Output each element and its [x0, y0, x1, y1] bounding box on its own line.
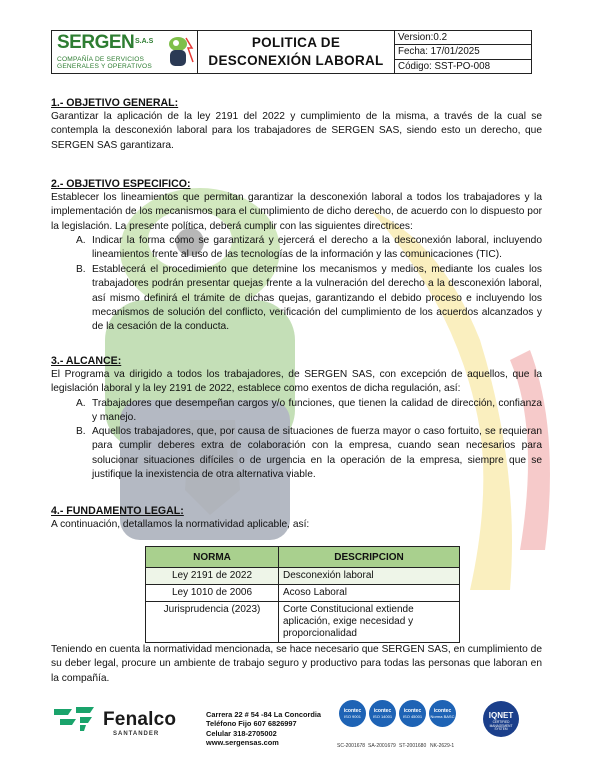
icontec-cert-icon: icontec ISO 14001	[369, 700, 396, 727]
version-field: Version:0.2	[395, 31, 531, 45]
table-header-row	[146, 547, 460, 568]
table-cell: Jurisprudencia (2023)	[146, 602, 279, 643]
closing-text: Teniendo en cuenta la normatividad mencionada, se hace necesario que SERGEN SAS, en cumplimiento de su deber legal, procure un ambiente de trabajo seguro y productivo para todas las personas que laboran en la compañía.	[51, 644, 542, 684]
list-marker: A.	[76, 235, 86, 246]
logo-name: SERGEN	[57, 32, 135, 53]
logo-tagline: COMPAÑÍA DE SERVICIOS GENERALES Y OPERATIVOS	[57, 56, 152, 70]
table-row	[146, 585, 460, 602]
section-text: Establecer los lineamientos que permitan garantizar la desconexión laboral a todos los trabajadores y la implementación de los mecanismos para el cumplimiento de dicho derecho, de acuerdo con lo dispuesto por la legislación. La presente política, deberá cumplir con las siguientes directrices:	[51, 192, 542, 232]
table-cell: Ley 1010 de 2006	[146, 585, 279, 602]
table-header: NORMA	[146, 547, 279, 568]
document-title: POLITICA DE DESCONEXIÓN LABORAL	[198, 31, 395, 73]
section-heading: 3.- ALCANCE:	[51, 355, 122, 367]
iqnet-cert-icon: IQNET CERTIFIED MANAGEMENT SYSTEM	[476, 699, 526, 739]
icontec-cert-icon: icontec ISO 45001	[399, 700, 426, 727]
section-text: A continuación, detallamos la normatividad aplicable, así:	[51, 519, 310, 530]
document-header	[51, 30, 532, 74]
icontec-cert-icon: icontec ISO 9001	[339, 700, 366, 727]
section-text: El Programa va dirigido a todos los trabajadores, de SERGEN SAS, con excepción de aquellos, que la legislación laboral y la ley 2191 de 2022, establece como exentos de dicha regulación, así:	[51, 369, 542, 395]
table-row	[146, 568, 460, 585]
icontec-cert-icon: icontec Norma BASC	[429, 700, 456, 727]
list-item: Indicar la forma cómo se garantizará y ejercerá el derecho a la desconexión laboral, incluyendo lineamientos frente al uso de las tecnologías de la información y las comunicaciones (TIC).	[92, 235, 542, 261]
table-cell: Ley 2191 de 2022	[146, 568, 279, 585]
table-cell: Corte Constitucional extiende aplicación, exige necesidad y proporcionalidad	[279, 602, 460, 643]
section-heading: 2.- OBJETIVO ESPECIFICO:	[51, 178, 191, 190]
cert-code: ST-2001680	[399, 743, 427, 749]
table-row	[146, 602, 460, 643]
section-heading: 1.- OBJETIVO GENERAL:	[51, 97, 179, 109]
logo-sas: S.A.S	[135, 38, 154, 45]
section-text: Garantizar la aplicación de la ley 2191 del 2022 y cumplimiento de la misma, a través de la cual se contempla la desconexión laboral para los trabajadores de SERGEN SAS, siendo esto un derecho, que SERGEN SAS garantizara.	[51, 111, 542, 151]
cert-code: NK-2629-1	[430, 743, 455, 749]
fenalco-logo-icon	[52, 703, 96, 733]
list-item: Aquellos trabajadores, que, por causa de situaciones de fuerza mayor o caso fortuito, se requieran para cumplir deberes extra de colaboración con la empresa, cuando sean necesarios para solucionar situaciones difíciles o de urgencia en la operación de la empresa, siempre que se justifique la inexistencia de otra alternativa viable.	[92, 426, 542, 480]
list-item: Establecerá el procedimiento que determine los mecanismos y medios, mediante los cuales los trabajadores podrán presentar quejas frente a la vulneración del derecho a la desconexión laboral, así mismo definirá el trámite de dichas quejas, garantizando el debido proceso e incluyendo los mecanismos de solución del conflicto, verificación del cumplimiento de los acuerdos alcanzados y de la cesación de la conducta.	[92, 264, 542, 333]
table-header: DESCRIPCION	[279, 547, 460, 568]
sergen-logo	[52, 31, 198, 73]
list-marker: A.	[76, 398, 86, 409]
list-item: Trabajadores que desempeñan cargos y/o funciones, que tienen la calidad de dirección, confianza y manejo.	[92, 398, 542, 424]
cert-code: SA-2001679	[368, 743, 396, 749]
section-heading: 4.- FUNDAMENTO LEGAL:	[51, 505, 184, 517]
list-marker: B.	[76, 426, 86, 437]
table-cell: Acoso Laboral	[279, 585, 460, 602]
table-cell: Desconexión laboral	[279, 568, 460, 585]
list-marker: B.	[76, 264, 86, 275]
company-address: Carrera 22 # 54 -84 La Concordia Teléfono Fijo 607 6826997 Celular 318-2705002 www.sergensas.com	[206, 710, 322, 747]
date-field: Fecha: 17/01/2025	[395, 45, 531, 59]
mascot-icon	[164, 34, 194, 70]
document-meta	[395, 31, 531, 73]
code-field: Código: SST-PO-008	[398, 60, 491, 72]
fenalco-name: Fenalco	[103, 709, 177, 730]
norms-table	[145, 546, 460, 643]
cert-code: SC-2001678	[337, 743, 366, 749]
fenalco-subtitle: SANTANDER	[113, 731, 160, 737]
